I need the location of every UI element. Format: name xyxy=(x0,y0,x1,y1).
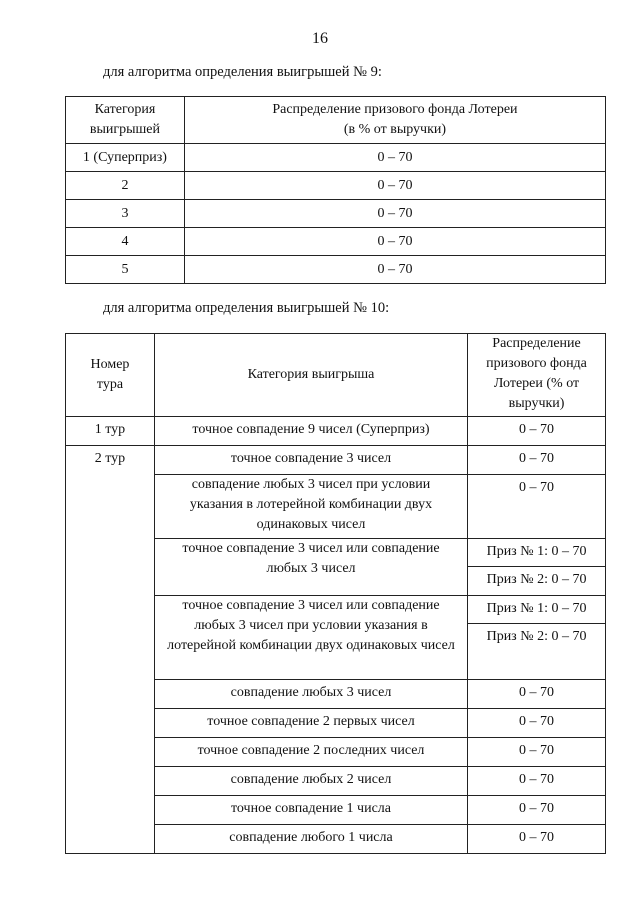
category-cell: точное совпадение 2 первых чисел xyxy=(154,709,467,738)
header-distribution-line2: (в % от выручки) xyxy=(343,122,447,137)
algorithm-9-intro: для алгоритма определения выигрышей № 9: xyxy=(103,64,382,80)
value-cell: 0 – 70 xyxy=(184,256,605,284)
tour-cell: 2 тур xyxy=(66,446,155,854)
prize-1-cell: Приз № 1: 0 – 70 xyxy=(468,596,606,624)
category-cell: 2 xyxy=(66,172,185,200)
algorithm-10-table xyxy=(65,333,606,854)
value-cell: 0 – 70 xyxy=(468,738,606,767)
value-cell: 0 – 70 xyxy=(468,825,606,854)
value-cell: 0 – 70 xyxy=(184,172,605,200)
table-row xyxy=(66,200,606,228)
value-cell: 0 – 70 xyxy=(184,200,605,228)
prize-2-cell: Приз № 2: 0 – 70 xyxy=(468,624,606,680)
header-category: Категория выигрышей xyxy=(66,97,185,144)
header-tour: Номер тура xyxy=(66,334,155,417)
category-cell: 1 (Суперприз) xyxy=(66,144,185,172)
value-cell: 0 – 70 xyxy=(468,475,606,539)
category-cell: точное совпадение 1 числа xyxy=(154,796,467,825)
value-cell: 0 – 70 xyxy=(468,446,606,475)
category-cell: точное совпадение 2 последних чисел xyxy=(154,738,467,767)
header-category: Категория выигрыша xyxy=(154,334,467,417)
category-cell: точное совпадение 3 чисел или совпадение любых 3 чисел xyxy=(154,539,467,596)
table-row xyxy=(66,417,606,446)
value-cell: 0 – 70 xyxy=(468,796,606,825)
value-cell: 0 – 70 xyxy=(184,144,605,172)
header-distribution-line1: Распределение призового фонда Лотереи xyxy=(272,102,518,117)
value-cell: 0 – 70 xyxy=(468,680,606,709)
table-header-row xyxy=(66,97,606,144)
table-row xyxy=(66,172,606,200)
prize-2-cell: Приз № 2: 0 – 70 xyxy=(468,567,606,596)
algorithm-10-intro: для алгоритма определения выигрышей № 10: xyxy=(103,300,390,316)
tour-cell: 1 тур xyxy=(66,417,155,446)
table-header-row xyxy=(66,334,606,417)
category-cell: точное совпадение 3 чисел xyxy=(154,446,467,475)
table-row xyxy=(66,256,606,284)
table-row xyxy=(66,144,606,172)
value-cell: 0 – 70 xyxy=(184,228,605,256)
value-cell: 0 – 70 xyxy=(468,709,606,738)
table-row xyxy=(66,228,606,256)
algorithm-9-table xyxy=(65,96,606,284)
category-cell: совпадение любых 3 чисел xyxy=(154,680,467,709)
prize-1-cell: Приз № 1: 0 – 70 xyxy=(468,539,606,567)
category-cell: точное совпадение 9 чисел (Суперприз) xyxy=(154,417,467,446)
table-row xyxy=(66,446,606,475)
category-cell: совпадение любого 1 числа xyxy=(154,825,467,854)
header-distribution xyxy=(184,97,605,144)
category-cell: совпадение любых 3 чисел при условии указания в лотерейной комбинации двух одинаковых чисел xyxy=(154,475,467,539)
category-cell: 3 xyxy=(66,200,185,228)
page-number: 16 xyxy=(312,30,328,47)
category-cell: совпадение любых 2 чисел xyxy=(154,767,467,796)
category-cell: 4 xyxy=(66,228,185,256)
header-distribution: Распределение призового фонда Лотереи (% от выручки) xyxy=(468,334,606,417)
category-cell: 5 xyxy=(66,256,185,284)
category-cell: точное совпадение 3 чисел или совпадение любых 3 чисел при условии указания в лотерейной комбинации двух одинаковых чисел xyxy=(154,596,467,680)
value-cell: 0 – 70 xyxy=(468,417,606,446)
value-cell: 0 – 70 xyxy=(468,767,606,796)
